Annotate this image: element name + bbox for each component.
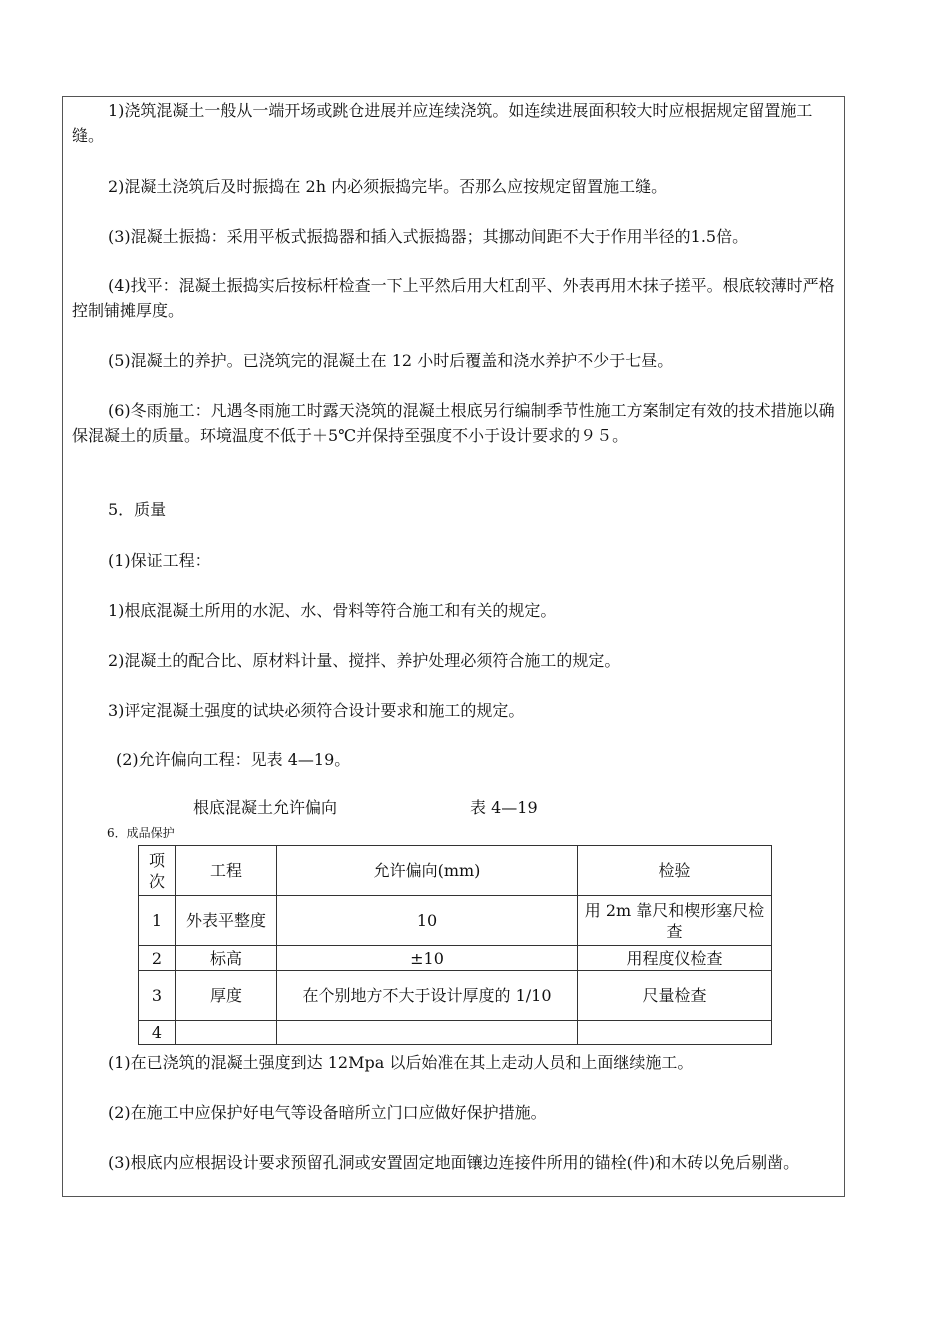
paragraph-vibrate-time: 2)混凝土浇筑后及时振捣在 2h 内必须振捣完毕。否那么应按规定留置施工缝。 (108, 177, 668, 196)
paragraph-protect-reserved-holes: (3)根底内应根据设计要求预留孔洞或安置固定地面镶边连接件所用的锚栓(件)和木砖以免后剔凿。 (108, 1153, 800, 1172)
table-cell: ±10 (277, 946, 578, 971)
table-cell: 在个别地方不大于设计厚度的 1/10 (277, 971, 578, 1021)
deviation-table (138, 845, 772, 1045)
heading-quality: 5．质量 (108, 500, 167, 519)
section-finished-protection: 6．成品保护 (107, 826, 175, 840)
table-cell: 2 (139, 946, 176, 971)
header-allowed-deviation: 允许偏向(mm) (277, 846, 578, 896)
header-item-no: 项次 (139, 846, 176, 896)
table-row (139, 971, 772, 1021)
heading-allowed-deviation: (2)允许偏向工程：见表 4—19。 (116, 750, 351, 769)
table-cell (277, 1021, 578, 1045)
header-project: 工程 (176, 846, 277, 896)
table-cell: 用 2m 靠尺和楔形塞尺检查 (578, 896, 772, 946)
table-cell: 10 (277, 896, 578, 946)
table-cell: 厚度 (176, 971, 277, 1021)
table-cell: 尺量检查 (578, 971, 772, 1021)
paragraph-winter-rain: (6)冬雨施工：凡遇冬雨施工时露天浇筑的混凝土根底另行编制季节性施工方案制定有效的技术措施以确保混凝土的质量。环境温度不低于＋5℃并保持至强度不小于设计要求的９５。 (72, 401, 835, 445)
table-cell: 标高 (176, 946, 277, 971)
table-cell: 外表平整度 (176, 896, 277, 946)
table-title: 根底混凝土允许偏向 (193, 798, 338, 817)
table-cell: 4 (139, 1021, 176, 1045)
paragraph-protect-strength: (1)在已浇筑的混凝土强度到达 12Mpa 以后始准在其上走动人员和上面继续施工。 (108, 1053, 694, 1072)
table-cell (578, 1021, 772, 1045)
paragraph-curing: (5)混凝土的养护。已浇筑完的混凝土在 12 小时后覆盖和浇水养护不少于七昼。 (108, 351, 674, 370)
paragraph-protect-electrical: (2)在施工中应保护好电气等设备暗所立门口应做好保护措施。 (108, 1103, 547, 1122)
table-number: 表 4—19 (470, 798, 538, 817)
paragraph-vibrate: (3)混凝土振捣：采用平板式振捣器和插入式振捣器；其挪动间距不大于作用半径的1.5倍。 (108, 227, 749, 246)
heading-guarantee: (1)保证工程： (108, 551, 211, 570)
paragraph-pour: 1)浇筑混凝土一般从一端开场或跳仓进展并应连续浇筑。如连续进展面积较大时应根据规定留置施工缝。 (72, 101, 813, 145)
paragraph-test-block: 3)评定混凝土强度的试块必须符合设计要求和施工的规定。 (108, 701, 525, 720)
header-inspection: 检验 (578, 846, 772, 896)
table-cell: 用程度仪检查 (578, 946, 772, 971)
table-cell (176, 1021, 277, 1045)
table-row (139, 946, 772, 971)
table-header-row (139, 846, 772, 896)
paragraph-mix: 2)混凝土的配合比、原材料计量、搅拌、养护处理必须符合施工的规定。 (108, 651, 621, 670)
paragraph-materials: 1)根底混凝土所用的水泥、水、骨料等符合施工和有关的规定。 (108, 601, 557, 620)
table-row (139, 1021, 772, 1045)
table-row (139, 896, 772, 946)
table-cell: 1 (139, 896, 176, 946)
table-cell: 3 (139, 971, 176, 1021)
paragraph-level: (4)找平：混凝土振捣实后按标杆检查一下上平然后用大杠刮平、外表再用木抹子搓平。根底较薄时严格控制铺摊厚度。 (72, 276, 835, 320)
